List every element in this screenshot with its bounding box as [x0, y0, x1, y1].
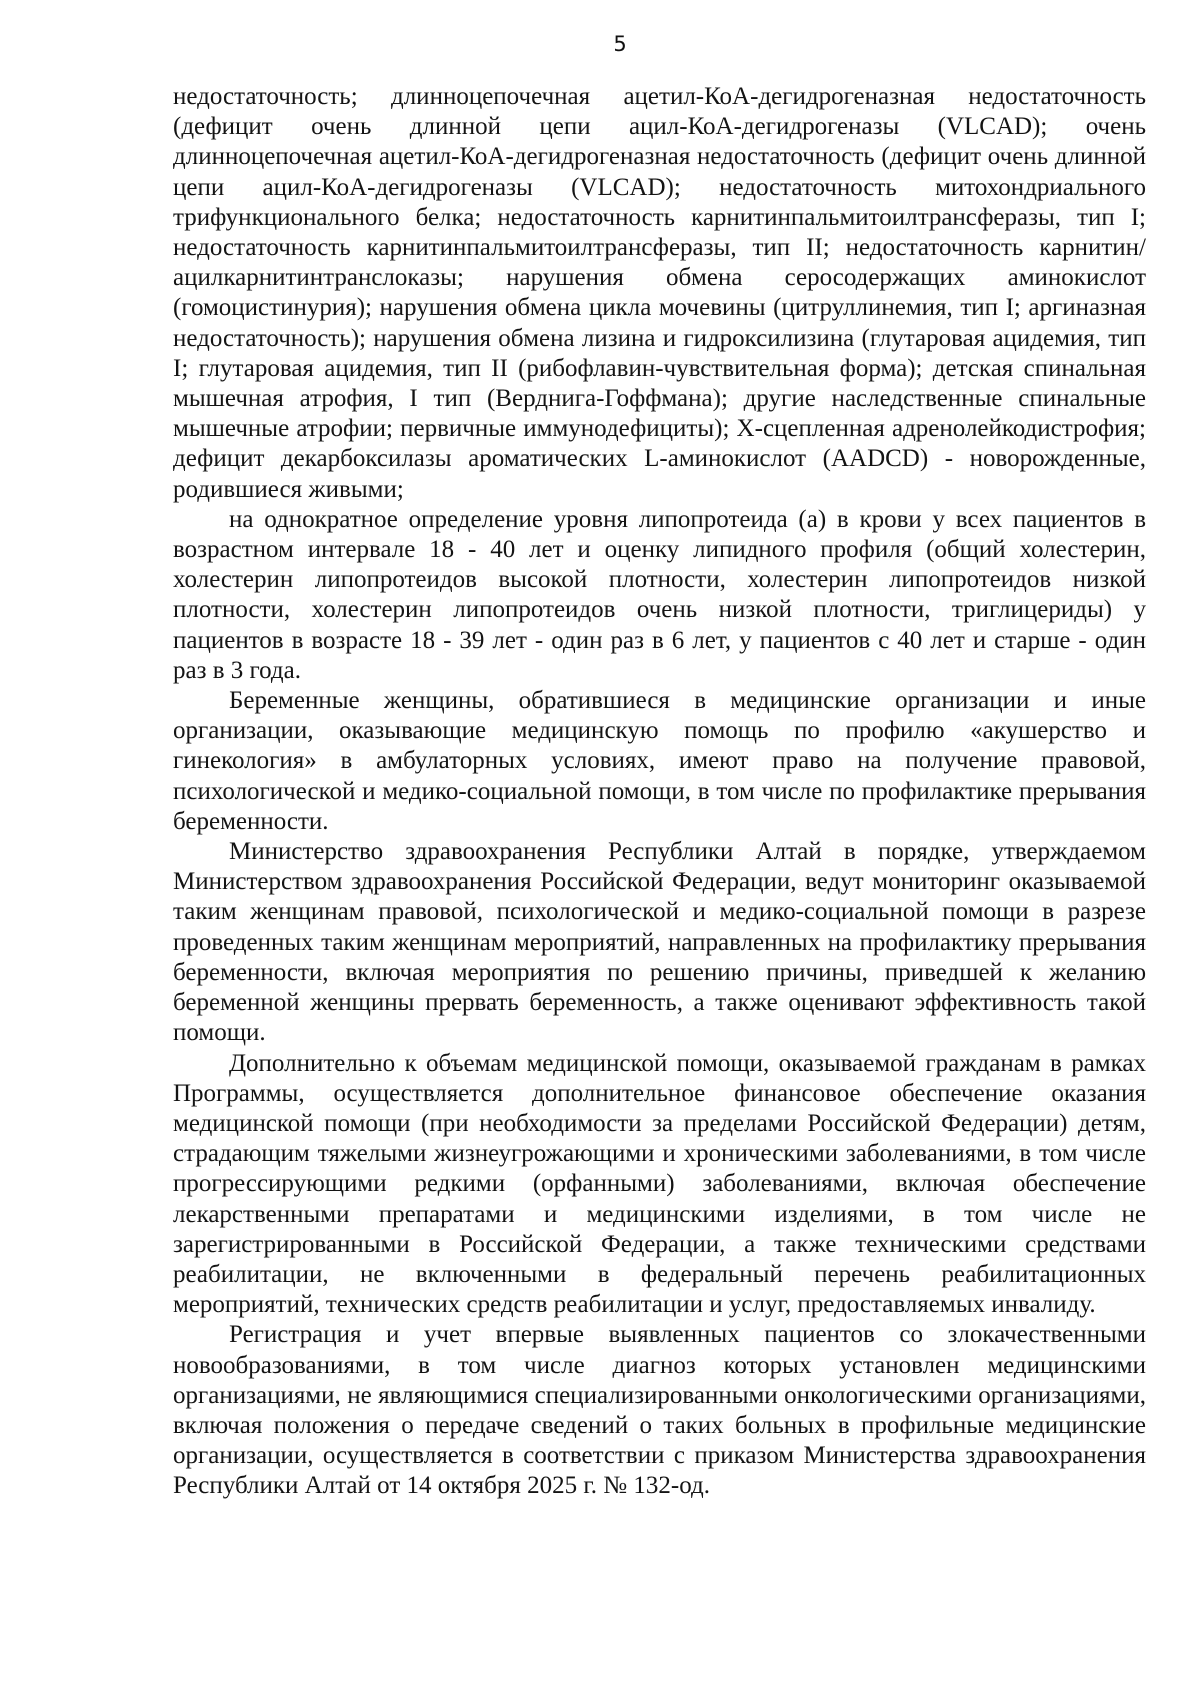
- document-body: [173, 82, 1146, 1502]
- paragraph-additional-funding: Дополнительно к объемам медицинской помощи, оказываемой гражданам в рамках Программы, осуществляется дополнительное финансовое обеспечение оказания медицинской помощи (при необходимости за пределами Российской Федерации) детям, страдающим тяжелыми жизнеугрожающими и хроническими заболеваниями, в том числе прогрессирующими редкими (орфанными) заболеваниями, включая обеспечение лекарственными препаратами и медицинскими изделиями, в том числе не зарегистрированными в Российской Федерации, а также техническими средствами реабилитации, не включенными в федеральный перечень реабилитационных мероприятий, технических средств реабилитации и услуг, предоставляемых инвалиду.: [173, 1049, 1146, 1319]
- page-number: 5: [613, 32, 627, 56]
- paragraph-ministry-monitoring: Министерство здравоохранения Республики Алтай в порядке, утверждаемом Министерством здравоохранения Российской Федерации, ведут мониторинг оказываемой таким женщинам правовой, психологической и медико-социальной помощи в разрезе проведенных таким женщинам мероприятий, направленных на профилактику прерывания беременности, включая мероприятия по решению причины, приведшей к желанию беременной женщины прервать беременность, а также оценивают эффективность такой помощи.: [173, 838, 1146, 1047]
- paragraph-lipid-screening: на однократное определение уровня липопротеида (а) в крови у всех пациентов в возрастном интервале 18 - 40 лет и оценку липидного профиля (общий холестерин, холестерин липопротеидов высокой плотности, холестерин липопротеидов низкой плотности, холестерин липопротеидов очень низкой плотности, триглицериды) у пациентов в возрасте 18 - 39 лет - один раз в 6 лет, у пациентов с 40 лет и старше - один раз в 3 года.: [173, 505, 1146, 684]
- paragraph-continuation: недостаточность; длинноцепочечная ацетил-КоА-дегидрогеназная недостаточность (дефицит очень длинной цепи ацил-КоА-дегидрогеназы (VLCAD); очень длинноцепочечная ацетил-КоА-дегидрогеназная недостаточность (дефицит очень длинной цепи ацил-КоА-дегидрогеназы (VLCAD); недостаточность митохондриального трифункционального белка; недостаточность карнитинпальмитоилтрансферазы, тип I; недостаточность карнитинпальмитоилтрансферазы, тип II; недостаточность карнитин/ацилкарнитинтранслоказы; нарушения обмена серосодержащих аминокислот (гомоцистинурия); нарушения обмена цикла мочевины (цитруллинемия, тип I; аргиназная недостаточность); нарушения обмена лизина и гидроксилизина (глутаровая ацидемия, тип I; глутаровая ацидемия, тип II (рибофлавин-чувствительная форма); детская спинальная мышечная атрофия, I тип (Верднига-Гоффмана); другие наследственные спинальные мышечные атрофии; первичные иммунодефициты); Х-сцепленная адренолейкодистрофия; дефицит декарбоксилазы ароматических L-аминокислот (AADCD) - новорожденные, родившиеся живыми;: [173, 83, 1146, 503]
- paragraph-oncology-registration: Регистрация и учет впервые выявленных пациентов со злокачественными новообразованиями, в том числе диагноз которых установлен медицинскими организациями, не являющимися специализированными онкологическими организациями, включая положения о передаче сведений о таких больных в профильные медицинские организации, осуществляется в соответствии с приказом Министерства здравоохранения Республики Алтай от 14 октября 2025 г. № 132-од.: [173, 1321, 1146, 1500]
- paragraph-pregnant-women: Беременные женщины, обратившиеся в медицинские организации и иные организации, оказывающие медицинскую помощь по профилю «акушерство и гинекология» в амбулаторных условиях, имеют право на получение правовой, психологической и медико-социальной помощи, в том числе по профилактике прерывания беременности.: [173, 687, 1146, 835]
